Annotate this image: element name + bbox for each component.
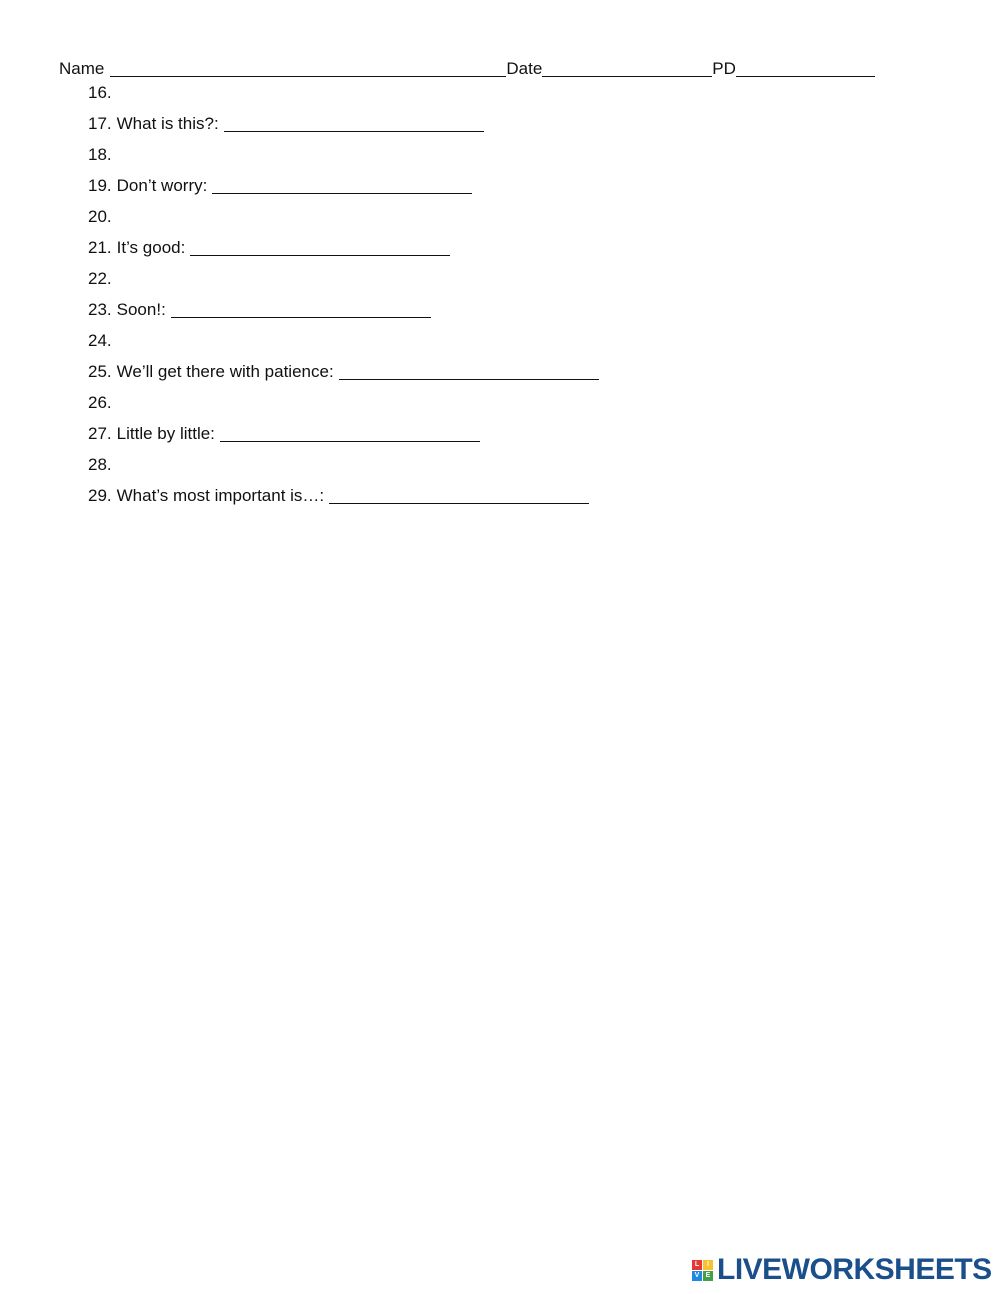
answer-field[interactable] [329, 486, 589, 504]
name-field[interactable] [110, 59, 506, 77]
question-prompt: Little by little: [116, 424, 215, 443]
question-number: 16. [88, 83, 112, 102]
name-label: Name [59, 59, 105, 78]
question-item [88, 196, 599, 227]
question-list [88, 83, 599, 506]
question-item [88, 83, 599, 103]
question-item [88, 382, 599, 413]
question-number: 25. [88, 362, 112, 381]
question-number: 29. [88, 486, 112, 505]
question-prompt: It’s good: [116, 238, 186, 257]
answer-field[interactable] [339, 362, 599, 380]
question-number: 19. [88, 176, 112, 195]
logo-text: LIVEWORKSHEETS [717, 1253, 992, 1286]
logo-blocks-icon [692, 1260, 713, 1281]
logo-block: I [703, 1260, 713, 1270]
date-field[interactable] [542, 59, 712, 77]
logo-block: V [692, 1271, 702, 1281]
question-number: 24. [88, 331, 112, 350]
question-prompt: What’s most important is…: [116, 486, 325, 505]
question-item [88, 320, 599, 351]
question-number: 28. [88, 455, 112, 474]
question-item [88, 165, 599, 196]
question-item [88, 134, 599, 165]
question-number: 23. [88, 300, 112, 319]
answer-field[interactable] [220, 424, 480, 442]
question-item [88, 258, 599, 289]
worksheet-header [59, 59, 875, 79]
question-number: 21. [88, 238, 112, 257]
question-prompt: We’ll get there with patience: [116, 362, 334, 381]
question-number: 18. [88, 145, 112, 164]
question-number: 26. [88, 393, 112, 412]
logo-block: E [703, 1271, 713, 1281]
answer-field[interactable] [212, 176, 472, 194]
liveworksheets-logo [692, 1255, 992, 1285]
question-number: 17. [88, 114, 112, 133]
pd-field[interactable] [736, 59, 875, 77]
question-item [88, 227, 599, 258]
question-item [88, 444, 599, 475]
question-number: 20. [88, 207, 112, 226]
question-number: 27. [88, 424, 112, 443]
pd-label: PD [712, 59, 736, 78]
date-label: Date [506, 59, 543, 78]
logo-block: L [692, 1260, 702, 1270]
answer-field[interactable] [190, 238, 450, 256]
question-number: 22. [88, 269, 112, 288]
question-item [88, 475, 599, 506]
answer-field[interactable] [224, 114, 484, 132]
question-prompt: Don’t worry: [116, 176, 208, 195]
answer-field[interactable] [171, 300, 431, 318]
question-prompt: What is this?: [116, 114, 219, 133]
question-item [88, 413, 599, 444]
question-item [88, 351, 599, 382]
question-item [88, 103, 599, 134]
question-prompt: Soon!: [116, 300, 166, 319]
question-item [88, 289, 599, 320]
